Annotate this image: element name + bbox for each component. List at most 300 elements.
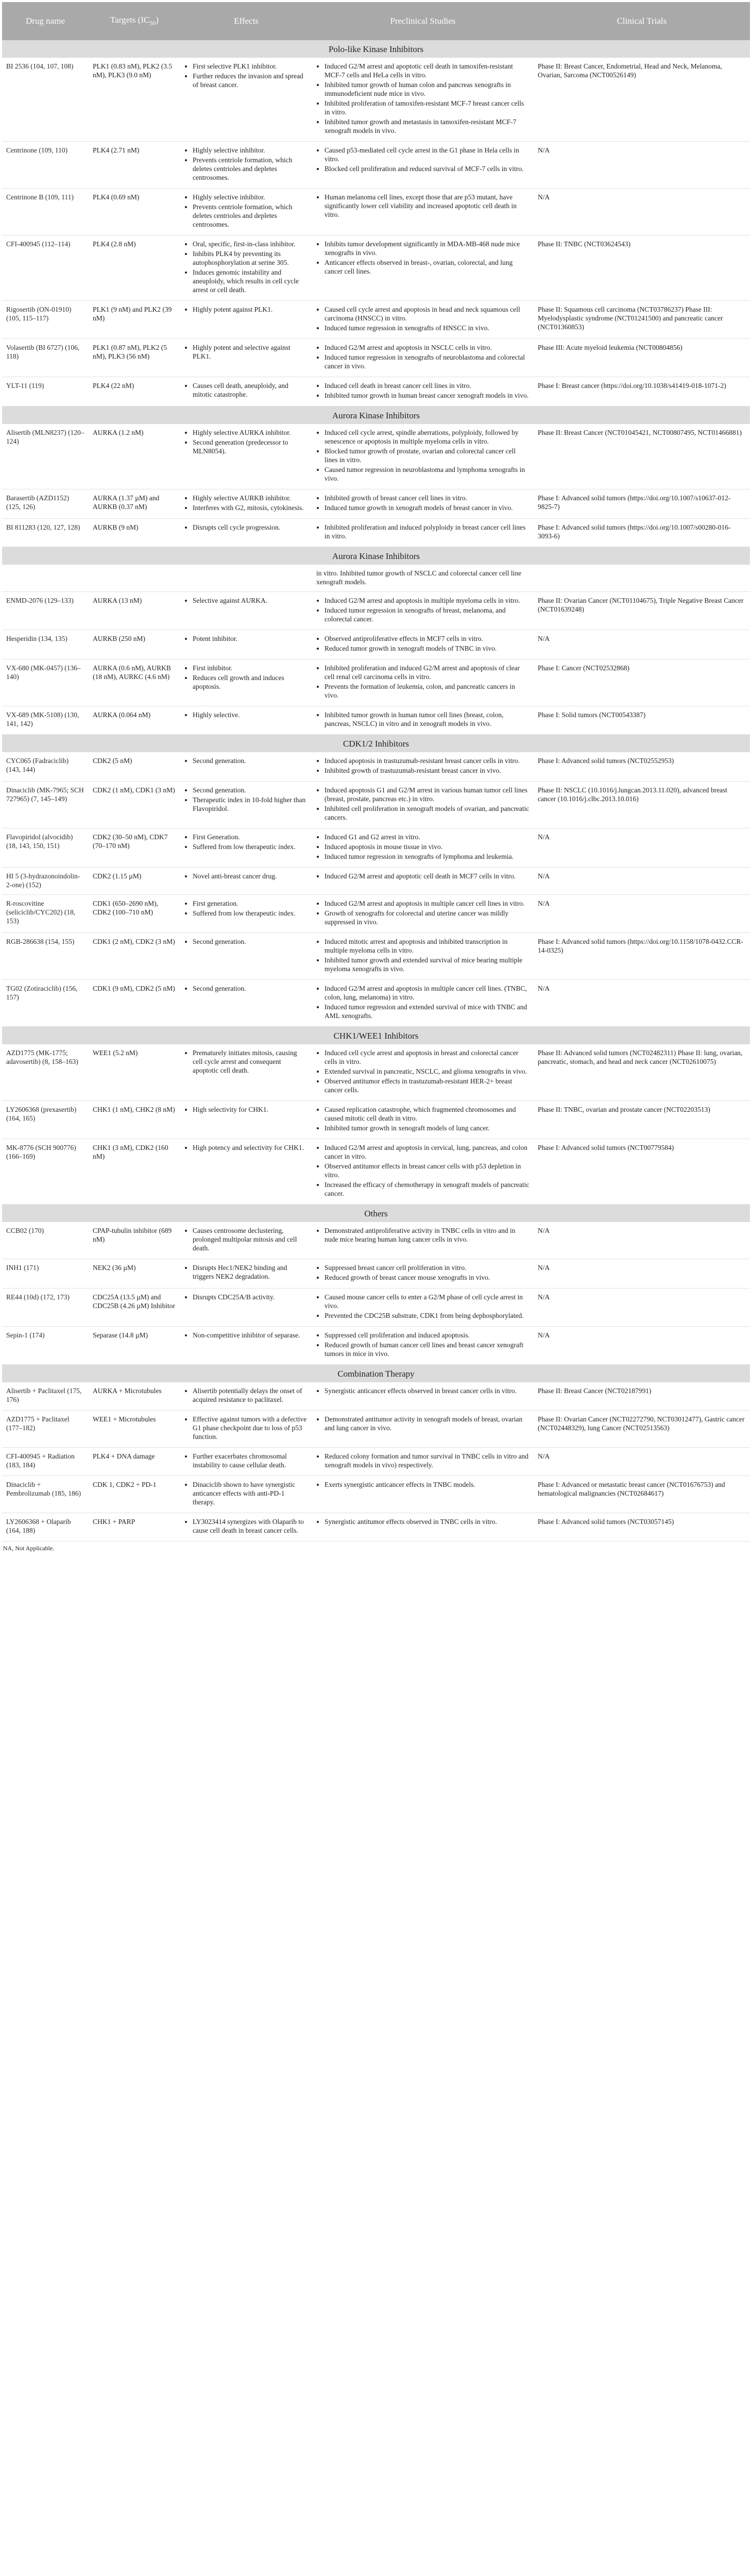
preclinical-item: • Induced cell cycle arrest, spindle aberrations, polyploidy, followed by senescence or apoptosis in multiple myeloma cells in vitro. [324, 428, 529, 446]
effects-cell [180, 828, 312, 868]
targets-cell: CDK1 (9 nM), CDK2 (5 nM) [89, 980, 180, 1027]
targets-cell: PLK4 + DNA damage [89, 1448, 180, 1476]
clinical-trials-cell: Phase II: Breast Cancer (NCT01045421, NCT00807495, NCT01466881) [534, 424, 750, 489]
effects-cell [180, 1327, 312, 1365]
clinical-trials-cell: Phase II: TNBC, ovarian and prostate cancer (NCT02203513) [534, 1101, 750, 1139]
preclinical-list [316, 494, 529, 512]
clinical-trials-cell: N/A [534, 1448, 750, 1476]
table-row [2, 1513, 750, 1541]
drug-name-cell: VX-680 (MK-0457) (136–140) [2, 659, 89, 706]
effect-item: • Novel anti-breast cancer drug. [193, 872, 308, 880]
table-row [2, 1382, 750, 1411]
preclinical-item: • Reduced growth of breast cancer mouse xenografts in vivo. [324, 1273, 529, 1282]
preclinical-list [316, 1386, 529, 1395]
table-row [2, 706, 750, 735]
preclinical-cell [312, 1476, 534, 1513]
header-drug-name: Drug name [2, 2, 89, 40]
targets-cell: PLK4 (2.71 nM) [89, 142, 180, 189]
clinical-trials-cell: N/A [534, 189, 750, 235]
targets-cell: PLK1 (9 nM) and PLK2 (39 nM) [89, 301, 180, 339]
table-row [2, 592, 750, 630]
table-page [2, 2, 750, 1552]
preclinical-item: • Extended survival in pancreatic, NSCLC, and glioma xenografts in vivo. [324, 1067, 529, 1076]
drug-name-cell: MK-8776 (SCH 900776) (166–169) [2, 1139, 89, 1205]
empty-cell [534, 565, 750, 592]
effect-item: • Further exacerbates chromosomal instability to cause cellular death. [193, 1452, 308, 1469]
table-row [2, 980, 750, 1027]
clinical-trials-cell: Phase I: Advanced solid tumors (NCT00779584) [534, 1139, 750, 1205]
drug-name-cell: BI 811283 (120, 127, 128) [2, 519, 89, 547]
preclinical-item: • Inhibited tumor growth in human breast cancer xenograft models in vivo. [324, 391, 529, 400]
preclinical-list [316, 523, 529, 540]
preclinical-item: • Inhibited tumor growth in xenograft models of lung cancer. [324, 1124, 529, 1132]
effects-list [184, 146, 308, 182]
drug-name-cell: Centrinone B (109, 111) [2, 189, 89, 235]
effects-cell [180, 933, 312, 980]
targets-cell: AURKB (250 nM) [89, 630, 180, 659]
effects-cell [180, 980, 312, 1027]
preclinical-item: • Induced tumor regression in xenografts of breast, melanoma, and colorectal cancer. [324, 606, 529, 623]
clinical-trials-cell: Phase I: Advanced solid tumors (NCT03057145) [534, 1513, 750, 1541]
preclinical-cell [312, 1101, 534, 1139]
effects-cell [180, 142, 312, 189]
preclinical-item: • Induced tumor growth in xenograft models of breast cancer in vivo. [324, 503, 529, 512]
clinical-trials-cell: N/A [534, 142, 750, 189]
section-title: Aurora Kinase Inhibitors [2, 406, 750, 425]
section-header [2, 1365, 750, 1383]
preclinical-list [316, 146, 529, 173]
preclinical-item: • Induced G2/M arrest and apoptosis in multiple cancer cell lines in vitro. [324, 899, 529, 908]
preclinical-item: • Induced mitotic arrest and apoptosis and inhibited transcription in multiple myeloma cells in vitro. [324, 937, 529, 955]
effect-item: • Highly selective inhibitor. [193, 146, 308, 155]
targets-cell: CHK1 (3 nM), CDK2 (160 nM) [89, 1139, 180, 1205]
table-row [2, 142, 750, 189]
clinical-trials-cell: N/A [534, 1327, 750, 1365]
preclinical-cell [312, 189, 534, 235]
effect-item: • First Generation. [193, 833, 308, 841]
preclinical-cell [312, 1513, 534, 1541]
table-row [2, 189, 750, 235]
effects-list [184, 984, 308, 993]
drug-name-cell: LY2606368 + Olaparib (164, 188) [2, 1513, 89, 1541]
effects-list [184, 664, 308, 691]
targets-cell: WEE1 (5.2 nM) [89, 1044, 180, 1101]
preclinical-item: • Observed antitumor effects in breast cancer cells with p53 depletion in vitro. [324, 1162, 529, 1179]
preclinical-item: • Prevented the CDC25B substrate, CDK1 from being dephosphorylated. [324, 1311, 529, 1320]
table-row [2, 489, 750, 519]
header-targets-subscript: 50 [149, 19, 156, 27]
preclinical-cell [312, 1259, 534, 1289]
preclinical-list [316, 1415, 529, 1432]
effect-item: • Alisertib potentially delays the onset of acquired resistance to paclitaxel. [193, 1386, 308, 1404]
preclinical-item: • Reduced colony formation and tumor survival in TNBC cells in vitro and xenograft models in vivo) respectively. [324, 1452, 529, 1469]
effect-item: • Prevents centriole formation, which deletes centrioles and depletes centrosomes. [193, 156, 308, 182]
targets-cell: AURKA + Microtubules [89, 1382, 180, 1411]
table-row [2, 424, 750, 489]
effect-item: • First generation. [193, 899, 308, 908]
targets-cell: CDK2 (1.15 µM) [89, 868, 180, 895]
effects-list [184, 1452, 308, 1469]
section-title: Others [2, 1205, 750, 1223]
effects-list [184, 193, 308, 229]
preclinical-item: • Observed antiproliferative effects in MCF7 cells in vitro. [324, 634, 529, 643]
section-header [2, 735, 750, 753]
preclinical-cell [312, 933, 534, 980]
preclinical-list [316, 634, 529, 653]
preclinical-cell [312, 1382, 534, 1411]
preclinical-list [316, 1517, 529, 1526]
drug-name-cell: RGB-286638 (154, 155) [2, 933, 89, 980]
drug-name-cell: Sepin-1 (174) [2, 1327, 89, 1365]
preclinical-cell [312, 519, 534, 547]
effects-cell [180, 1222, 312, 1259]
preclinical-cell [312, 339, 534, 377]
preclinical-cell [312, 592, 534, 630]
effects-list [184, 872, 308, 880]
targets-cell: PLK4 (2.8 nM) [89, 235, 180, 301]
effect-item: • Second generation. [193, 756, 308, 765]
targets-cell: CDK2 (1 nM), CDK1 (3 nM) [89, 782, 180, 828]
preclinical-item: • Induced G2/M arrest and apoptosis in multiple cancer cell lines. (TNBC, colon, lung, melanoma) in vitro. [324, 984, 529, 1002]
preclinical-list [316, 756, 529, 775]
preclinical-cell [312, 58, 534, 142]
preclinical-item: • Inhibited growth of trastuzumab-resistant breast cancer in vivo. [324, 766, 529, 775]
drug-name-cell: Dinaciclib + Pembrolizumab (185, 186) [2, 1476, 89, 1513]
continued-text: in vitro. Inhibited tumor growth of NSCLC and colorectal cancer cell line xenograft models. [312, 565, 534, 592]
preclinical-item: • Induced tumor regression and extended survival of mice with TNBC and AML xenografts. [324, 1003, 529, 1020]
effects-cell [180, 868, 312, 895]
clinical-trials-cell: Phase I: Cancer (NCT02532868) [534, 659, 750, 706]
drug-name-cell: AZD1775 (MK-1775; adavosertib) (8, 158–163) [2, 1044, 89, 1101]
effects-cell [180, 1513, 312, 1541]
preclinical-list [316, 428, 529, 483]
clinical-trials-cell: N/A [534, 1289, 750, 1327]
effects-cell [180, 1476, 312, 1513]
drug-name-cell: Centrinone (109, 110) [2, 142, 89, 189]
clinical-trials-cell: Phase II: Breast Cancer (NCT02187991) [534, 1382, 750, 1411]
header-targets-label: Targets (IC [110, 15, 150, 25]
preclinical-cell [312, 235, 534, 301]
preclinical-cell [312, 706, 534, 735]
header-targets [89, 2, 180, 40]
clinical-trials-cell: Phase II: Squamous cell carcinoma (NCT03786237) Phase III: Myelodysplastic syndrome (NCT01241500) and pancreatic cancer (NCT01360853) [534, 301, 750, 339]
empty-cell [89, 565, 180, 592]
table-row [2, 1448, 750, 1476]
effect-item: • Prematurely initiates mitosis, causing cell cycle arrest and consequent apoptotic cell death. [193, 1048, 308, 1075]
effects-list [184, 833, 308, 851]
section-header [2, 1027, 750, 1045]
targets-cell: CDK1 (650–2690 nM), CDK2 (100–710 nM) [89, 895, 180, 933]
drug-name-cell: Rigosertib (ON-01910) (105, 115–117) [2, 301, 89, 339]
targets-cell: AURKB (9 nM) [89, 519, 180, 547]
preclinical-cell [312, 659, 534, 706]
targets-cell: CHK1 (1 nM), CHK2 (8 nM) [89, 1101, 180, 1139]
preclinical-item: • Inhibited tumor growth and extended survival of mice bearing multiple myeloma xenografts in vivo. [324, 956, 529, 973]
effects-list [184, 710, 308, 719]
table-row [2, 339, 750, 377]
preclinical-list [316, 1105, 529, 1132]
targets-cell: Separase (14.8 µM) [89, 1327, 180, 1365]
drug-name-cell: TG02 (Zotiraciclib) (156, 157) [2, 980, 89, 1027]
effects-list [184, 523, 308, 532]
effect-item: • High potency and selectivity for CHK1. [193, 1143, 308, 1152]
preclinical-item: • Inhibits tumor development significantly in MDA-MB-468 nude mice xenografts in vivo. [324, 240, 529, 257]
preclinical-cell [312, 1222, 534, 1259]
drug-name-cell: YLT-11 (119) [2, 377, 89, 406]
targets-cell: CDK2 (5 nM) [89, 752, 180, 782]
clinical-trials-cell: N/A [534, 1222, 750, 1259]
clinical-trials-cell: Phase I: Advanced solid tumors (NCT02552953) [534, 752, 750, 782]
header-preclinical-studies: Preclinical Studies [312, 2, 534, 40]
table-row [2, 519, 750, 547]
drug-name-cell: AZD1775 + Paclitaxel (177–182) [2, 1411, 89, 1448]
targets-cell: AURKA (0.6 nM), AURKB (18 nM), AURKC (4.6 nM) [89, 659, 180, 706]
drug-name-cell: RE44 (10d) (172, 173) [2, 1289, 89, 1327]
effect-item: • High selectivity for CHK1. [193, 1105, 308, 1114]
clinical-trials-cell: Phase I: Advanced solid tumors (https://doi.org/10.1158/1078-0432.CCR-14-0325) [534, 933, 750, 980]
effect-item: • Oral, specific, first-in-class inhibitor. [193, 240, 308, 248]
drug-name-cell: VX-689 (MK-5108) (130, 141, 142) [2, 706, 89, 735]
table-row [2, 782, 750, 828]
table-row [2, 933, 750, 980]
section-title: CHK1/WEE1 Inhibitors [2, 1027, 750, 1045]
clinical-trials-cell: Phase I: Advanced solid tumors (https://doi.org/10.1007/s10637-012-9825-7) [534, 489, 750, 519]
empty-cell [180, 565, 312, 592]
preclinical-item: • Blocked tumor growth of prostate, ovarian and colorectal cancer cell lines in vitro. [324, 447, 529, 464]
preclinical-cell [312, 377, 534, 406]
preclinical-item: • Caused p53-mediated cell cycle arrest in the G1 phase in Hela cells in vitro. [324, 146, 529, 163]
effect-item: • Selective against AURKA. [193, 596, 308, 605]
inhibitor-table [2, 2, 750, 1541]
effects-cell [180, 519, 312, 547]
effects-cell [180, 1101, 312, 1139]
table-row [2, 235, 750, 301]
effect-item: • Interferes with G2, mitosis, cytokinesis. [193, 503, 308, 512]
effects-cell [180, 58, 312, 142]
effect-item: • Second generation. [193, 786, 308, 794]
section-title: CDK1/2 Inhibitors [2, 735, 750, 753]
effect-item: • Disrupts Hec1/NEK2 binding and triggers NEK2 degradation. [193, 1263, 308, 1281]
section-header [2, 40, 750, 58]
effect-item: • Potent inhibitor. [193, 634, 308, 643]
effect-item: • LY3023414 synergizes with Olaparib to cause cell death in breast cancer cells. [193, 1517, 308, 1535]
effect-item: • Further reduces the invasion and spread of breast cancer. [193, 72, 308, 89]
effects-list [184, 1331, 308, 1340]
clinical-trials-cell: Phase II: Breast Cancer, Endometrial, Head and Neck, Melanoma, Ovarian, Sarcoma (NCT00526149) [534, 58, 750, 142]
preclinical-cell [312, 1289, 534, 1327]
preclinical-item: • Demonstrated antiproliferative activity in TNBC cells in vitro and in nude mice bearing human lung cancer cells in vivo. [324, 1226, 529, 1244]
preclinical-item: • Caused mouse cancer cells to enter a G2/M phase of cell cycle arrest in vivo. [324, 1293, 529, 1310]
preclinical-item: • Induced tumor regression in xenografts of HNSCC in vivo. [324, 324, 529, 332]
effects-cell [180, 235, 312, 301]
table-row [2, 1289, 750, 1327]
header-effects: Effects [180, 2, 312, 40]
preclinical-item: • Inhibited proliferation of tamoxifen-resistant MCF-7 breast cancer cells in vitro. [324, 99, 529, 116]
table-row [2, 895, 750, 933]
drug-name-cell: HI 5 (3-hydrazonoindolin-2-one) (152) [2, 868, 89, 895]
preclinical-item: • Inhibited tumor growth in human tumor cell lines (breast, colon, pancreas, NSCLC) in vitro and in xenograft models in vivo. [324, 710, 529, 728]
effects-list [184, 494, 308, 512]
preclinical-cell [312, 489, 534, 519]
preclinical-cell [312, 828, 534, 868]
effect-item: • Prevents centriole formation, which deletes centrioles and depletes centrosomes. [193, 202, 308, 229]
drug-name-cell: Dinaciclib (MK-7965; SCH 727965) (7, 145–149) [2, 782, 89, 828]
preclinical-item: • Inhibited cell proliferation in xenograft models of ovarian, and pancreatic cancers. [324, 804, 529, 822]
preclinical-cell [312, 1044, 534, 1101]
effects-cell [180, 377, 312, 406]
preclinical-item: • Human melanoma cell lines, except those that are p53 mutant, have significantly lower cell viability and increased apoptotic cell death in vitro. [324, 193, 529, 219]
preclinical-cell [312, 782, 534, 828]
effect-item: • First inhibitor. [193, 664, 308, 672]
preclinical-cell [312, 630, 534, 659]
preclinical-item: • Induced G1 and G2 arrest in vitro. [324, 833, 529, 841]
preclinical-list [316, 1226, 529, 1244]
effects-list [184, 428, 308, 455]
effects-list [184, 1105, 308, 1114]
preclinical-item: • Inhibited proliferation and induced G2/M arrest and apoptosis of clear cell renal cell carcinoma cells in vitro. [324, 664, 529, 681]
preclinical-item: • Increased the efficacy of chemotherapy in xenograft models of pancreatic cancer. [324, 1180, 529, 1198]
preclinical-item: • Caused cell cycle arrest and apoptosis in head and neck squamous cell carcinoma (HNSCC) in vitro. [324, 305, 529, 323]
drug-name-cell: LY2606368 (prexasertib) (164, 165) [2, 1101, 89, 1139]
clinical-trials-cell: Phase I: Breast cancer (https://doi.org/10.1038/s41419-018-1071-2) [534, 377, 750, 406]
effects-cell [180, 592, 312, 630]
preclinical-list [316, 664, 529, 700]
effects-list [184, 1226, 308, 1252]
clinical-trials-cell: N/A [534, 868, 750, 895]
preclinical-cell [312, 424, 534, 489]
clinical-trials-cell: N/A [534, 1259, 750, 1289]
effect-item: • Highly potent and selective against PLK1. [193, 343, 308, 361]
targets-cell: PLK1 (0.87 nM), PLK2 (5 nM), PLK3 (56 nM) [89, 339, 180, 377]
targets-cell: AURKA (0.064 nM) [89, 706, 180, 735]
targets-cell: CDK2 (30–50 nM), CDK7 (70–170 nM) [89, 828, 180, 868]
targets-cell: AURKA (1.37 µM) and AURKB (0.37 nM) [89, 489, 180, 519]
effects-list [184, 634, 308, 643]
preclinical-list [316, 343, 529, 370]
effect-item: • Reduces cell growth and induces apoptosis. [193, 673, 308, 691]
effects-cell [180, 424, 312, 489]
preclinical-list [316, 872, 529, 880]
effect-item: • Suffered from low therapeutic index. [193, 842, 308, 851]
effects-list [184, 62, 308, 89]
effects-cell [180, 1044, 312, 1101]
preclinical-item: • Caused replication catastrophe, which fragmented chromosomes and caused mitotic cell death in vitro. [324, 1105, 529, 1123]
preclinical-list [316, 240, 529, 276]
table-row [2, 828, 750, 868]
preclinical-item: • Inhibited tumor growth of human colon and pancreas xenografts in immunodeficient nude mice in vivo. [324, 80, 529, 98]
preclinical-cell [312, 1411, 534, 1448]
clinical-trials-cell: Phase II: Ovarian Cancer (NCT02272790, NCT03012477), Gastric cancer (NCT02448329), lung Cancer (NCT02513563) [534, 1411, 750, 1448]
preclinical-item: • Synergistic antitumor effects observed in TNBC cells in vitro. [324, 1517, 529, 1526]
preclinical-cell [312, 301, 534, 339]
drug-name-cell: R-roscovitine (seliciclib/CYC202) (18, 153) [2, 895, 89, 933]
preclinical-list [316, 596, 529, 623]
drug-name-cell: Flavopiridol (alvocidib) (18, 143, 150, 151) [2, 828, 89, 868]
clinical-trials-cell: Phase II: NSCLC (10.1016/j.lungcan.2013.11.020), advanced breast cancer (10.1016/j.clbc.2013.10.016) [534, 782, 750, 828]
preclinical-item: • Caused tumor regression in neuroblastoma and lymphoma xenografts in vivo. [324, 465, 529, 483]
preclinical-list [316, 833, 529, 861]
preclinical-item: • Reduced growth of human cancer cell lines and breast cancer xenograft tumors in mice in vivo. [324, 1341, 529, 1358]
preclinical-item: • Induced apoptosis in trastuzumab-resistant breast cancer cells in vitro. [324, 756, 529, 765]
effects-list [184, 756, 308, 765]
clinical-trials-cell: N/A [534, 980, 750, 1027]
empty-cell [2, 565, 89, 592]
effects-list [184, 1293, 308, 1301]
effects-cell [180, 1382, 312, 1411]
table-row [2, 1327, 750, 1365]
effect-item: • Causes cell death, aneuploidy, and mitotic catastrophe. [193, 381, 308, 399]
effects-cell [180, 339, 312, 377]
clinical-trials-cell: Phase III: Acute myeloid leukemia (NCT00804856) [534, 339, 750, 377]
preclinical-item: • Inhibited proliferation and induced polyploidy in breast cancer cell lines in vitro. [324, 523, 529, 540]
effects-list [184, 937, 308, 946]
effects-cell [180, 1139, 312, 1205]
targets-cell: CPAP-tubulin inhibitor (689 nM) [89, 1222, 180, 1259]
drug-name-cell: CFI-400945 + Radiation (183, 184) [2, 1448, 89, 1476]
preclinical-item: • Induced apoptosis in mouse tissue in vivo. [324, 842, 529, 851]
effects-cell [180, 489, 312, 519]
targets-cell: PLK4 (22 nM) [89, 377, 180, 406]
effects-list [184, 1415, 308, 1441]
table-row [2, 1222, 750, 1259]
effects-list [184, 596, 308, 605]
targets-cell: PLK4 (0.69 nM) [89, 189, 180, 235]
effects-cell [180, 301, 312, 339]
drug-name-cell: Hesperidin (134, 135) [2, 630, 89, 659]
preclinical-item: • Observed antitumor effects in trastuzumab-resistant HER-2+ breast cancer cells. [324, 1077, 529, 1094]
preclinical-item: • Induced G2/M arrest and apoptosis in cervical, lung, pancreas, and colon cancer in vitro. [324, 1143, 529, 1161]
effects-cell [180, 782, 312, 828]
targets-cell: PLK1 (0.83 nM), PLK2 (3.5 nM), PLK3 (9.0 nM) [89, 58, 180, 142]
effect-item: • Non-competitive inhibitor of separase. [193, 1331, 308, 1340]
preclinical-cell [312, 1448, 534, 1476]
preclinical-cell [312, 1139, 534, 1205]
clinical-trials-cell: Phase I: Solid tumors (NCT00543387) [534, 706, 750, 735]
effects-cell [180, 752, 312, 782]
effect-item: • Highly selective inhibitor. [193, 193, 308, 201]
effect-item: • Highly selective AURKA inhibitor. [193, 428, 308, 437]
targets-cell: AURKA (13 nM) [89, 592, 180, 630]
preclinical-item: • Suppressed breast cancer cell proliferation in vitro. [324, 1263, 529, 1272]
header-targets-close: ) [156, 15, 159, 25]
clinical-trials-cell: Phase I: Advanced or metastatic breast cancer (NCT01676753) and hematological malignancies (NCT02684617) [534, 1476, 750, 1513]
effects-list [184, 1480, 308, 1506]
clinical-trials-cell: Phase II: Ovarian Cancer (NCT01104675), Triple Negative Breast Cancer (NCT01639248) [534, 592, 750, 630]
table-row [2, 1044, 750, 1101]
preclinical-list [316, 381, 529, 400]
targets-cell: WEE1 + Microtubules [89, 1411, 180, 1448]
drug-name-cell: Alisertib (MLN8237) (120–124) [2, 424, 89, 489]
preclinical-cell [312, 752, 534, 782]
preclinical-list [316, 1048, 529, 1094]
targets-cell: AURKA (1.2 nM) [89, 424, 180, 489]
section-title: Aurora Kinase Inhibitors [2, 547, 750, 565]
clinical-trials-cell: Phase I: Advanced solid tumors (https://doi.org/10.1007/s00280-016-3093-6) [534, 519, 750, 547]
clinical-trials-cell: N/A [534, 895, 750, 933]
effects-list [184, 1517, 308, 1535]
effects-cell [180, 1448, 312, 1476]
preclinical-item: • Inhibited tumor growth and metastasis in tamoxifen-resistant MCF-7 xenograft models in vivo. [324, 117, 529, 135]
section-header [2, 406, 750, 425]
preclinical-item: • Induced G2/M arrest and apoptosis in multiple myeloma cells in vitro. [324, 596, 529, 605]
preclinical-list [316, 899, 529, 926]
effect-item: • Dinaciclib shown to have synergistic anticancer effects with anti-PD-1 therapy. [193, 1480, 308, 1506]
section-header [2, 547, 750, 565]
effect-item: • Highly selective. [193, 710, 308, 719]
preclinical-list [316, 1452, 529, 1469]
preclinical-item: • Induced tumor regression in xenografts of lymphoma and leukemia. [324, 852, 529, 861]
drug-name-cell: Volasertib (BI 6727) (106, 118) [2, 339, 89, 377]
